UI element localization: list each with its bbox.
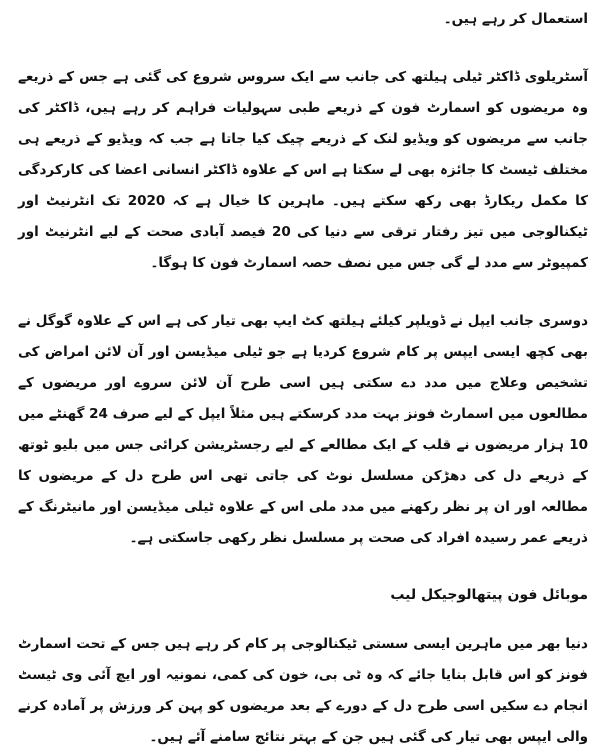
article-paragraph-intro-fragment: استعمال کر رہے ہیں۔ — [443, 11, 588, 27]
article-paragraph-telehealth: آسٹریلوی ڈاکٹر ٹیلی ہیلتھ کی جانب سے ایک سروس شروع کی گئی ہے جس کے ذریعے وہ مریضوں کو اسمارٹ فون کے ذریعے طبی سہولیات فراہم کر رہے ہیں، ڈاکٹر کی جانب سے مریضوں کو ویڈیو لنک کے ذریعے چیک کیا جاتا ہے جب کہ ویڈیو کے ذریعے ہی مختلف ٹیسٹ کا جائزہ بھی لے سکتا ہے اس کے علاوہ ڈاکٹر انسانی اعضا کی کارکردگی کا مکمل ریکارڈ بھی رکھ سکتے ہیں۔ ماہرین کا خیال ہے کہ 2020 تک انٹرنیٹ اور ٹیکنالوجی میں تیز رفتار ترقی سے دنیا کی 20 فیصد آبادی صحت کے لیے انٹرنیٹ اور کمپیوٹر سے مدد لے گی جس میں نصف حصہ اسمارٹ فون کا ہوگا۔ — [18, 69, 588, 271]
section-subheading: موبائل فون پیتھالوجیکل لیب — [390, 587, 588, 603]
article-paragraph-mobile-lab: دنیا بھر میں ماہرین ایسی سستی ٹیکنالوجی پر کام کر رہے ہیں جس کے تحت اسمارٹ فونز کو اس قابل بنایا جائے کہ وہ ٹی بی، خون کی کمی، نمونیہ اور ایچ آئی وی ٹیسٹ انجام دے سکیں اسی طرح دل کے دورے کے بعد مریضوں کو پہن کر ورزش پر آمادہ کرنے والی ایپس بھی تیار کی گئی ہیں جن کے بہتر نتائج سامنے آئے ہیں۔ — [18, 636, 588, 745]
article-paragraph-apple-google: دوسری جانب ایپل نے ڈویلپر کیلئے ہیلتھ کٹ ایپ بھی تیار کی ہے اس کے علاوہ گوگل نے بھی کچھ ایسی ایپس پر کام شروع کردیا ہے جو ٹیلی میڈیسن اور آن لائن امراض کی تشخیص وعلاج میں مدد دے سکتی ہیں اسی طرح آن لائن سروے اور مریضوں کے مطالعوں میں اسمارٹ فونز بہت مدد کرسکتے ہیں مثلاً ایپل کے لیے صرف 24 گھنٹے میں 10 ہزار مریضوں نے قلب کے ایک مطالعے کے لیے رجسٹریشن کرائی جس میں بلیو ٹوتھ کے ذریعے دل کی دھڑکن مسلسل نوٹ کی جاتی تھی اس طرح دل کے مریضوں کا مطالعہ اور ان پر نظر رکھنے میں مدد ملی اس کے علاوہ ٹیلی میڈیسن اور مانیٹرنگ کے ذریعے عمر رسیدہ افراد کی صحت پر مسلسل نظر رکھی جاسکتی ہے۔ — [18, 313, 588, 546]
